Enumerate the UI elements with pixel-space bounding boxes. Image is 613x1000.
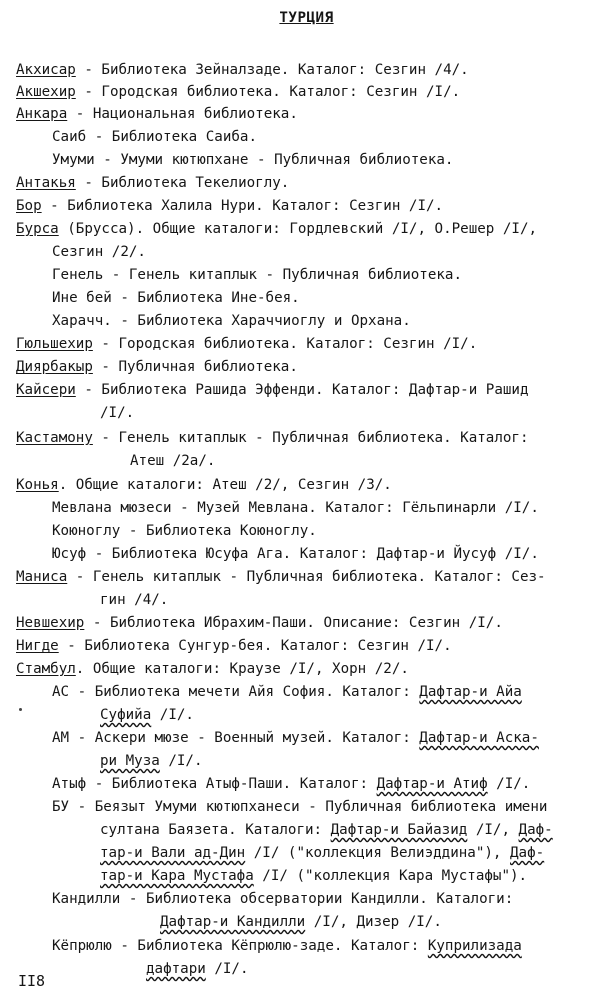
catalog-title: тар-и Вали ад-Дин <box>100 845 246 861</box>
sub-entry: Генель - Генель китаплык - Публичная библиотека. <box>52 267 462 283</box>
city-name: Гюльшехир <box>16 336 93 352</box>
continuation: султана Баязета. Каталоги: Дафтар-и Байазид /I/, Даф- <box>100 822 553 838</box>
entry-bor: Бор - Библиотека Халила Нури. Каталог: Сезгин /I/. <box>16 198 444 214</box>
catalog-title: Даф- <box>518 822 553 838</box>
city-name: Маниса <box>16 569 68 585</box>
ink-dot <box>19 708 22 711</box>
sub-entry-bu: БУ - Беязыт Умуми кютюпханеси - Публичная библиотека имени <box>52 799 548 815</box>
sub-entry-as: АС - Библиотека мечети Айя София. Каталог: Дафтар-и Айа <box>52 684 522 700</box>
page-title: ТУРЦИЯ <box>279 10 334 26</box>
entry-istanbul: Стамбул. Общие каталоги: Краузе /I/, Хорн /2/. <box>16 661 409 677</box>
city-name: Антакья <box>16 175 76 191</box>
sub-entry: Саиб - Библиотека Саиба. <box>52 129 257 145</box>
city-name: Конья <box>16 477 59 493</box>
city-name: Бурса <box>16 221 59 237</box>
city-name: Кастамону <box>16 430 93 446</box>
city-name: Акхисар <box>16 62 76 78</box>
continuation: ри Муза /I/. <box>100 753 203 769</box>
city-name: Бор <box>16 198 42 214</box>
continuation: /I/. <box>100 405 135 421</box>
entry-akshehir: Акшехир - Городская библиотека. Каталог: Сезгин /I/. <box>16 84 461 100</box>
entry-kastamonu: Кастамону - Генель китаплык - Публичная библиотека. Каталог: <box>16 430 529 446</box>
sub-entry: Харачч. - Библиотека Хараччиоглу и Орхана. <box>52 313 411 329</box>
continuation: тар-и Вали ад-Дин /I/ ("коллекция Велиэддина"), Даф- <box>100 845 545 861</box>
catalog-title: Даф- <box>510 845 545 861</box>
continuation: Сезгин /2/. <box>52 244 146 260</box>
city-name: Невшехир <box>16 615 85 631</box>
entry-nigde: Нигде - Библиотека Сунгур-бея. Каталог: Сезгин /I/. <box>16 638 452 654</box>
sub-entry-koprulu: Кёпрюлю - Библиотека Кёпрюлю-заде. Каталог: Куприлизада <box>52 938 522 954</box>
continuation: тар-и Кара Мустафа /I/ ("коллекция Кара Мустафы"). <box>100 868 528 884</box>
entry-akhisar: Акхисар - Библиотека Зейналзаде. Каталог: Сезгин /4/. <box>16 62 469 78</box>
city-name: Акшехир <box>16 84 76 100</box>
entry-konya: Конья. Общие каталоги: Атеш /2/, Сезгин /3/. <box>16 477 392 493</box>
catalog-title: Суфийа <box>100 707 152 723</box>
entry-nevsehir: Невшехир - Библиотека Ибрахим-Паши. Описание: Сезгин /I/. <box>16 615 503 631</box>
catalog-title: Дафтар-и Аска- <box>419 730 539 746</box>
catalog-title: Дафтар-и Атиф <box>376 776 488 792</box>
catalog-title: Дафтар-и Кандилли <box>160 914 306 930</box>
sub-entry: Умуми - Умуми кютюпхане - Публичная библиотека. <box>52 152 454 168</box>
catalog-title: дафтари <box>146 961 206 977</box>
continuation: Атеш /2а/. <box>130 453 216 469</box>
continuation: Суфийа /I/. <box>100 707 194 723</box>
city-name: Анкара <box>16 106 68 122</box>
entry-bursa: Бурса (Брусса). Общие каталоги: Гордлевский /I/, О.Решер /I/, <box>16 221 538 237</box>
continuation: Дафтар-и Кандилли /I/, Дизер /I/. <box>160 914 442 930</box>
sub-entry: Мевлана мюзеси - Музей Мевлана. Каталог: Гёльпинарли /I/. <box>52 500 539 516</box>
continuation: дафтари /I/. <box>146 961 249 977</box>
catalog-title: ри Муза <box>100 753 160 769</box>
catalog-title: Дафтар-и Айа <box>419 684 522 700</box>
sub-entry: Ине бей - Библиотека Ине-бея. <box>52 290 300 306</box>
entry-diyarbakir: Диярбакыр - Публичная библиотека. <box>16 359 298 375</box>
city-name: Нигде <box>16 638 59 654</box>
sub-entry: Коюноглу - Библиотека Коюноглу. <box>52 523 317 539</box>
catalog-title: Куприлизада <box>427 938 522 954</box>
entry-kayseri: Кайсери - Библиотека Рашида Эффенди. Каталог: Дафтар-и Рашид <box>16 382 529 398</box>
sub-entry-atyf: Атыф - Библиотека Атыф-Паши. Каталог: Дафтар-и Атиф /I/. <box>52 776 531 792</box>
entry-antakya: Антакья - Библиотека Текелиоглу. <box>16 175 290 191</box>
continuation: гин /4/. <box>100 592 169 608</box>
city-name: Диярбакыр <box>16 359 93 375</box>
entry-manisa: Маниса - Генель китаплык - Публичная библиотека. Каталог: Сез- <box>16 569 546 585</box>
sub-entry: Юсуф - Библиотека Юсуфа Ага. Каталог: Дафтар-и Йусуф /I/. <box>52 546 539 562</box>
sub-entry-am: АМ - Аскери мюзе - Военный музей. Каталог: Дафтар-и Аска- <box>52 730 539 746</box>
entry-ankara: Анкара - Национальная библиотека. <box>16 106 298 122</box>
page-number: II8 <box>18 972 46 990</box>
city-name: Стамбул <box>16 661 76 677</box>
catalog-title: тар-и Кара Мустафа <box>100 868 254 884</box>
city-name: Кайсери <box>16 382 76 398</box>
sub-entry-kandilli: Кандилли - Библиотека обсерватории Кандилли. Каталоги: <box>52 891 514 907</box>
catalog-title: Дафтар-и Байазид <box>330 822 468 838</box>
entry-gulsehir: Гюльшехир - Городская библиотека. Каталог: Сезгин /I/. <box>16 336 478 352</box>
